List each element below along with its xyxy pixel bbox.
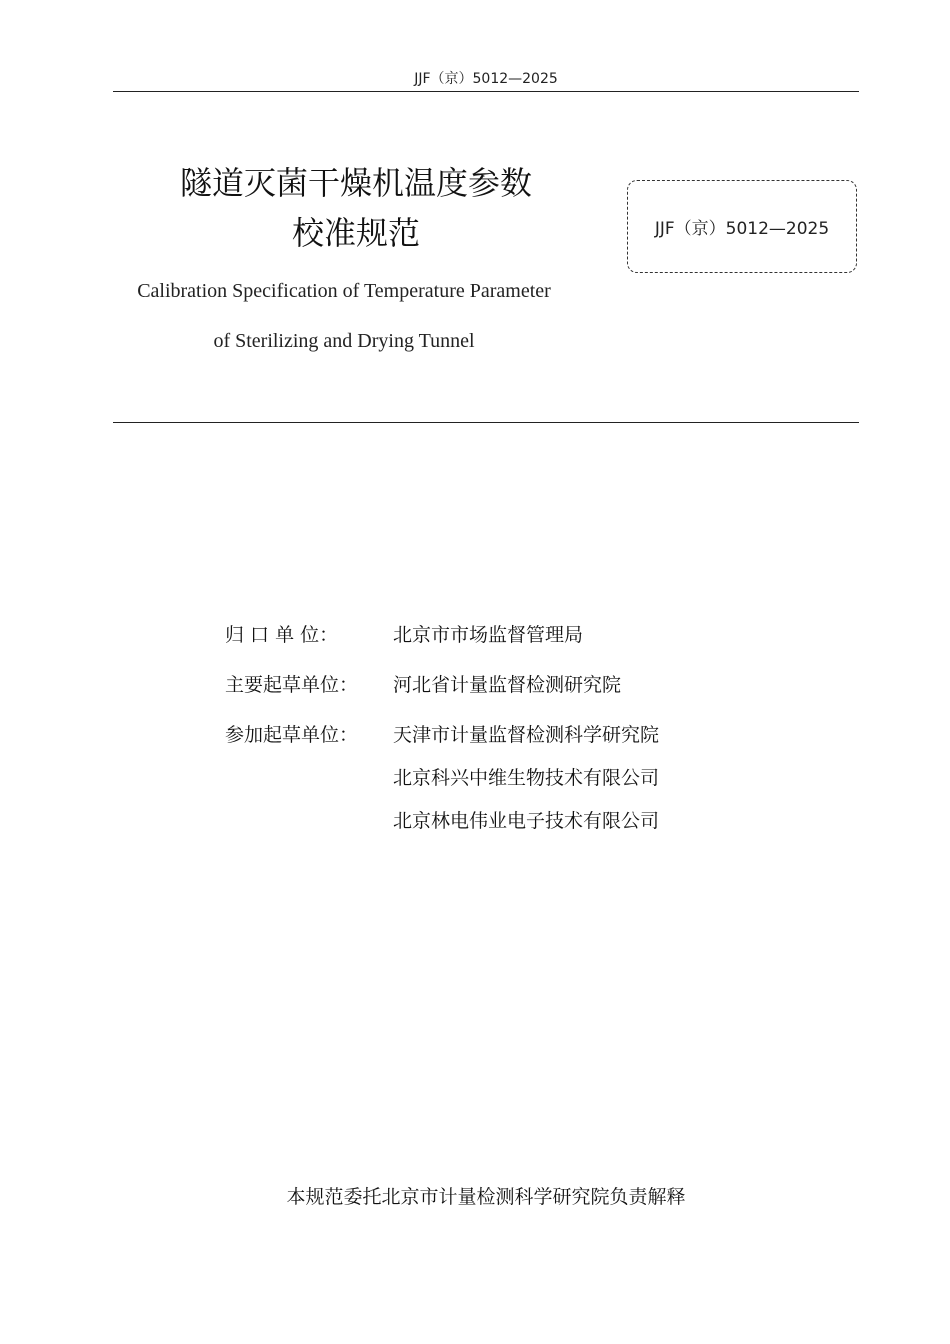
main-drafter-value: 河北省计量监督检测研究院 [393, 674, 622, 696]
header-divider [113, 91, 859, 92]
participant-label: 参加起草单位： [225, 724, 359, 746]
title-english-line-2: of Sterilizing and Drying Tunnel [213, 330, 475, 352]
organizations-block [225, 614, 659, 850]
title-english-line-1: Calibration Specification of Temperature Parameter [137, 280, 551, 302]
title-chinese-line-1: 隧道灭菌干燥机温度参数 [179, 164, 532, 202]
title-chinese [113, 158, 599, 258]
interpretation-note: 本规范委托北京市计量检测科学研究院负责解释 [286, 1186, 686, 1208]
running-header-code: JJF（京）5012—2025 [414, 71, 558, 87]
title-chinese-line-2: 校准规范 [291, 214, 420, 252]
participant-item: 北京林电伟业电子技术有限公司 [393, 810, 660, 832]
title-divider [113, 422, 859, 423]
main-drafter-row [225, 664, 659, 707]
responsible-unit-row [225, 614, 659, 657]
participant-item: 天津市计量监督检测科学研究院 [393, 724, 660, 746]
responsible-unit-label: 归 口 单 位： [225, 624, 339, 646]
title-english [113, 266, 575, 366]
participant-row [225, 714, 659, 843]
participant-item: 北京科兴中维生物技术有限公司 [393, 767, 660, 789]
responsible-unit-value: 北京市市场监督管理局 [393, 624, 584, 646]
main-drafter-label: 主要起草单位： [225, 674, 359, 696]
document-code-box [627, 180, 857, 273]
document-code: JJF（京）5012—2025 [654, 219, 830, 239]
